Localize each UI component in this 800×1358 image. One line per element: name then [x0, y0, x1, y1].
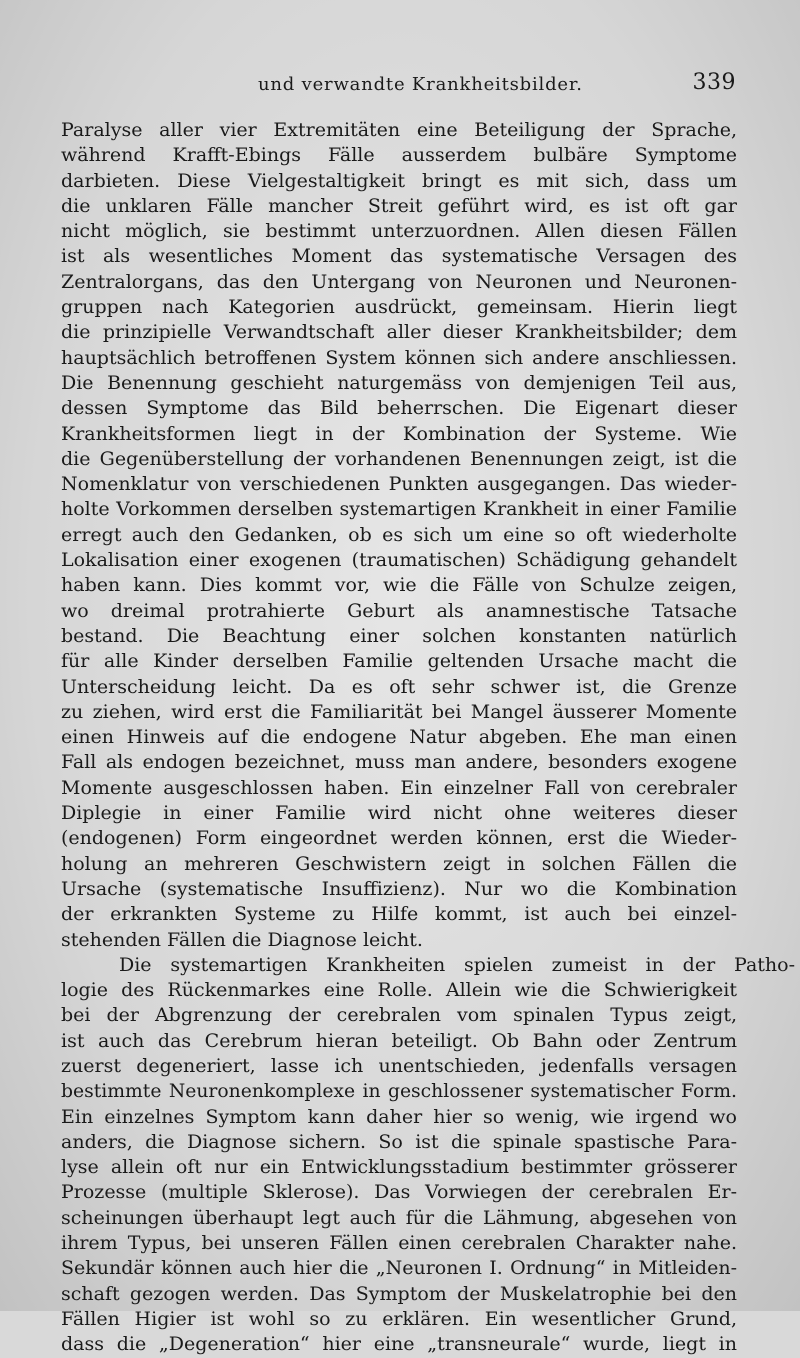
text-line: anders, die Diagnose sichern. So ist die spinale spastische Para- [61, 1130, 737, 1153]
text-line: Momente ausgeschlossen haben. Ein einzelner Fall von cerebraler [61, 776, 737, 799]
running-head [60, 70, 736, 104]
text-line: Diplegie in einer Familie wird nicht ohne weiteres dieser [61, 802, 737, 825]
text-line: zu ziehen, wird erst die Familiarität bei Mangel äusserer Momente [61, 700, 737, 723]
text-line: bei der Abgrenzung der cerebralen vom spinalen Typus zeigt, [61, 1004, 737, 1027]
text-line: Krankheitsformen liegt in der Kombination der Systeme. Wie [61, 422, 737, 445]
text-line: stehenden Fällen die Diagnose leicht. [61, 928, 423, 951]
text-line: Prozesse (multiple Sklerose). Das Vorwiegen der cerebralen Er- [61, 1181, 737, 1204]
text-line: ihrem Typus, bei unseren Fällen einen cerebralen Charakter nahe. [61, 1232, 737, 1255]
text-line: hauptsächlich betroffenen System können sich andere anschliessen. [61, 346, 737, 369]
text-line: Unterscheidung leicht. Da es oft sehr schwer ist, die Grenze [61, 675, 737, 698]
text-line: dass die „Degeneration“ hier eine „transneurale“ wurde, liegt in [61, 1333, 737, 1356]
body-text [61, 118, 795, 1358]
text-line: ist auch das Cerebrum hieran beteiligt. Ob Bahn oder Zentrum [61, 1029, 737, 1052]
text-line: gruppen nach Kategorien ausdrückt, gemeinsam. Hierin liegt [61, 296, 737, 319]
text-line: holte Vorkommen derselben systemartigen Krankheit in einer Familie [61, 498, 737, 521]
text-line: bestand. Die Beachtung einer solchen konstanten natürlich [61, 624, 737, 647]
text-line: einen Hinweis auf die endogene Natur abgeben. Ehe man einen [61, 726, 737, 749]
text-line: Lokalisation einer exogenen (traumatischen) Schädigung gehandelt [61, 549, 737, 572]
page-number: 339 [692, 70, 736, 95]
text-line: (endogenen) Form eingeordnet werden können, erst die Wieder- [61, 827, 737, 850]
text-line: Die Benennung geschieht naturgemäss von demjenigen Teil aus, [61, 371, 737, 394]
text-line: die prinzipielle Verwandtschaft aller dieser Krankheitsbilder; dem [61, 321, 737, 344]
text-line: erregt auch den Gedanken, ob es sich um eine so oft wiederholte [61, 523, 737, 546]
text-line: haben kann. Dies kommt vor, wie die Fälle von Schulze zeigen, [61, 574, 737, 597]
text-line: Nomenklatur von verschiedenen Punkten ausgegangen. Das wieder- [61, 473, 737, 496]
text-line: bestimmte Neuronenkomplexe in geschlossener systematischer Form. [61, 1081, 737, 1103]
text-line: darbieten. Diese Vielgestaltigkeit bringt es mit sich, dass um [61, 169, 737, 192]
text-line: Sekundär können auch hier die „Neuronen I. Ordnung“ in Mitleiden- [61, 1257, 737, 1280]
text-line: während Krafft-Ebings Fälle ausserdem bulbäre Symptome [61, 144, 737, 167]
text-line: wo dreimal protrahierte Geburt als anamnestische Tatsache [61, 599, 737, 622]
text-line: Paralyse aller vier Extremitäten eine Beteiligung der Sprache, [61, 119, 737, 141]
text-line: dessen Symptome das Bild beherrschen. Die Eigenart dieser [61, 397, 737, 420]
text-line: der erkrankten Systeme zu Hilfe kommt, ist auch bei einzel- [61, 903, 737, 926]
text-line: schaft gezogen werden. Das Symptom der Muskelatrophie bei den [61, 1282, 737, 1305]
text-line: zuerst degeneriert, lasse ich unentschieden, jedenfalls versagen [61, 1054, 737, 1077]
text-line: scheinungen überhaupt legt auch für die Lähmung, abgesehen von [61, 1206, 737, 1229]
text-line: ist als wesentliches Moment das systematische Versagen des [61, 245, 737, 268]
text-line: Zentralorgans, das den Untergang von Neuronen und Neuronen- [61, 270, 737, 293]
text-line: Fällen Higier ist wohl so zu erklären. Ein wesentlicher Grund, [61, 1307, 737, 1330]
text-line: Ein einzelnes Symptom kann daher hier so wenig, wie irgend wo [61, 1105, 737, 1128]
text-line: Die systemartigen Krankheiten spielen zumeist in der Patho- [119, 953, 795, 976]
text-line: logie des Rückenmarkes eine Rolle. Allein wie die Schwierigkeit [61, 979, 737, 1002]
text-line: nicht möglich, sie bestimmt unterzuordnen. Allen diesen Fällen [61, 220, 737, 243]
text-line: die Gegenüberstellung der vorhandenen Benennungen zeigt, ist die [61, 447, 737, 470]
running-head-title: und verwandte Krankheitsbilder. [258, 74, 583, 95]
text-line: holung an mehreren Geschwistern zeigt in solchen Fällen die [61, 852, 737, 875]
text-line: Ursache (systematische Insuffizienz). Nur wo die Kombination [61, 877, 737, 900]
text-line: die unklaren Fälle mancher Streit geführt wird, es ist oft gar [61, 194, 737, 217]
text-line: für alle Kinder derselben Familie geltenden Ursache macht die [61, 650, 737, 673]
text-line: Fall als endogen bezeichnet, muss man andere, besonders exogene [61, 751, 737, 774]
text-line: lyse allein oft nur ein Entwicklungsstadium bestimmter grösserer [61, 1156, 737, 1179]
